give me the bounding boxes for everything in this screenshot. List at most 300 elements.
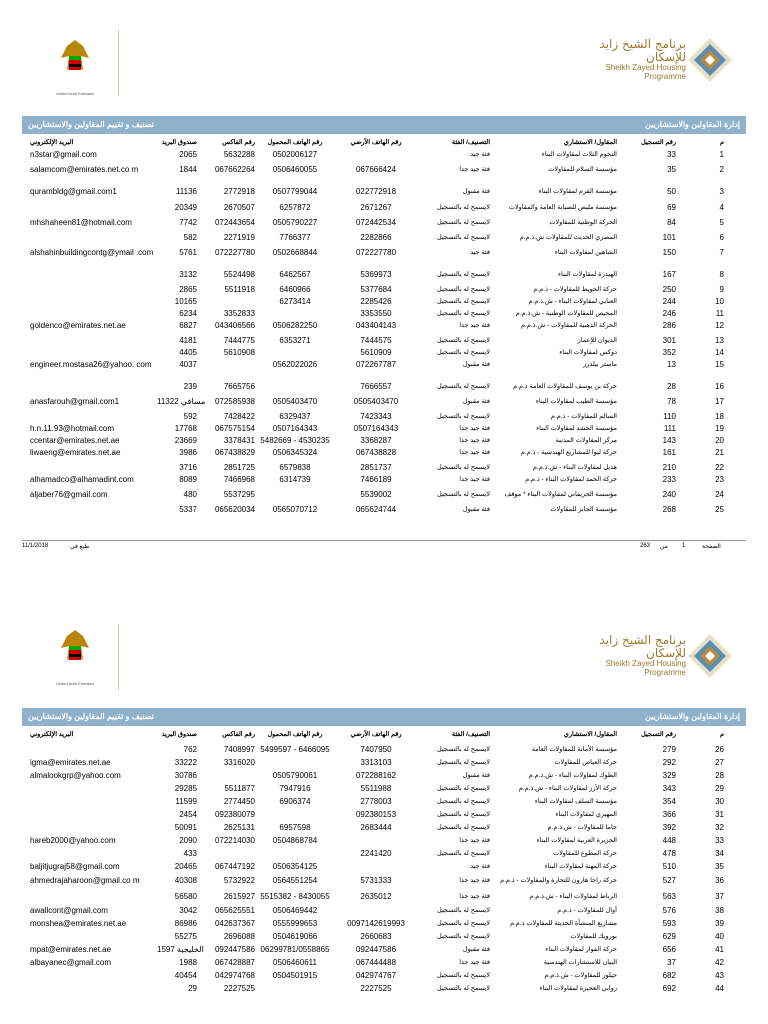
cell-name: الشاهين لمقاولات البناء [554,249,617,256]
cell-fax: 7665756 [223,382,255,391]
cell-class: لايسمح له بالتسجيل [437,413,490,420]
cell-pobox: 6234 [179,309,197,318]
cell-class: فئة جيد جدا [459,166,490,173]
cell-class: فئة مقبول [462,361,490,368]
cell-phone: 5511988 [360,784,392,793]
col-reg: رقم التسجيل [640,139,676,146]
cell-pobox: 3716 [179,463,197,472]
cell-mobile: 0504501915 [272,971,318,980]
cell-pobox: 6827 [179,321,197,330]
cell-class: لايسمح له بالتسجيل [437,920,490,927]
of-label: من [660,544,668,550]
cell-name: مؤسسة السلام للمقاولات [548,166,617,173]
col-name: المقاول/ الاستشاري [563,139,617,146]
col-phone: رقم الهاتف الأرضي [350,731,402,738]
cell-class: لايسمح له بالتسجيل [437,798,490,805]
cell-pobox: 86986 [174,919,197,928]
cell-email[interactable]: n3star@gmail.com [30,150,97,159]
cell-mobile: 0564551254 [272,876,318,885]
cell-class: لايسمح له بالتسجيل [437,337,490,344]
section-title-left: تصنيف و تقييم المقاولين والاستشاريين [28,712,154,721]
cell-reg: 246 [662,309,676,318]
col-mobile: رقم الهاتف المحمول [267,139,323,146]
cell-class: فئة مقبول [462,398,490,405]
cell-fax: 3316020 [223,758,255,767]
cell-reg: 50 [667,187,676,196]
cell-reg: 593 [662,919,676,928]
cell-class: فئة مقبول [462,506,490,513]
cell-email[interactable]: aljaber76@gmail.com [30,490,108,499]
cell-pobox: 11599 [175,797,197,806]
cell-fax: 072585938 [214,397,255,406]
cell-phone: 2285426 [360,297,392,306]
header-divider [118,30,119,96]
cell-reg: 354 [662,797,676,806]
cell-mobile: 0504868784 [272,836,318,845]
cell-fax: 5524498 [223,270,255,279]
cell-fax: 067662264 [214,165,255,174]
cell-pobox: 2454 [179,810,197,819]
cell-reg: 240 [662,490,676,499]
cell-mobile: 0502006127 [272,150,318,159]
cell-reg: 161 [662,448,676,457]
cell-reg: 392 [662,823,676,832]
cell-class: لايسمح له بالتسجيل [437,907,490,914]
cell-email[interactable]: salamcom@emirates.net.co m [30,165,139,174]
cell-no: 26 [715,745,724,754]
cell-phone: 0097142619993 [347,919,405,928]
cell-pobox: 4181 [179,336,197,345]
cell-fax: 3352833 [223,309,255,318]
cell-name: بورويك للمقاولات [570,933,617,940]
cell-phone: 5369973 [360,270,392,279]
cell-email[interactable]: qurambldg@gmail.com1 [30,187,117,196]
szhp-logo [566,624,738,688]
cell-email[interactable]: monshea@emirates.net.ae [30,919,127,928]
cell-mobile: 0555999653 [272,919,318,928]
cell-class: فئة جيد [470,863,490,870]
cell-fax: 042974768 [214,971,255,980]
cell-email[interactable]: goldenco@emirates.net.ae [30,321,126,330]
cell-class: لايسمح له بالتسجيل [437,286,490,293]
cell-no: 19 [715,424,724,433]
cell-name: مؤسسة الأمانة للمقاولات العامة [531,746,617,753]
cell-no: 42 [715,958,724,967]
cell-pobox: 30786 [174,771,197,780]
cell-fax: 072227780 [214,248,255,257]
cell-pobox: 4037 [179,360,197,369]
cell-fax: 2615927 [223,892,255,901]
cell-class: لايسمح له بالتسجيل [437,464,490,471]
cell-pobox: 20465 [174,862,197,871]
cell-phone: 7666557 [360,382,392,391]
cell-class: لايسمح له بالتسجيل [437,491,490,498]
cell-phone: 2227525 [360,984,392,993]
cell-phone: 2241420 [360,849,392,858]
cell-phone: 022772918 [355,187,397,196]
cell-fax: 067447192 [214,862,255,871]
cell-pobox: 8089 [179,475,197,484]
cell-mobile: 6273414 [279,297,311,306]
cell-name: المصري الحديث للمقاولات ش.ذ.م.م [519,234,617,241]
cell-phone: 065624744 [355,505,397,514]
cell-class: فئة مقبول [462,188,490,195]
cell-phone: 067666424 [355,165,397,174]
col-name: المقاول/ الاستشاري [563,731,617,738]
cell-class: لايسمح له بالتسجيل [437,850,490,857]
cell-no: 36 [715,876,724,885]
cell-no: 15 [715,360,724,369]
cell-no: 33 [715,836,724,845]
cell-fax: 072443654 [214,218,255,227]
cell-fax: 2625131 [223,823,255,832]
cell-name: مشاريع المنشأة الحديثة للمقاولات ذ.م.م [510,920,617,927]
cell-no: 38 [715,906,724,915]
cell-pobox: 3986 [179,448,197,457]
cell-email[interactable]: anasfarouh@gmail.com1 [30,397,120,406]
cell-fax: 067438829 [214,448,255,457]
cell-email[interactable]: albayanec@gmail.com [30,958,112,967]
cell-no: 9 [719,285,724,294]
cell-pobox: 3132 [179,270,197,279]
col-no: م [719,139,724,146]
cell-email[interactable]: h.n.11.93@hotmail.com [30,424,115,433]
cell-pobox: 20349 [174,203,197,212]
col-fax: رقم الفاكس [222,139,255,146]
cell-name: النجوم الثلاث لمقاولات البناء [541,151,617,158]
cell-mobile: 6957598 [279,823,311,832]
cell-email[interactable]: liwaeng@emirates.net.ae [30,448,121,457]
cell-name: حركة راجا هارون للتجارة والمقاولات - ذ.م.م [500,877,617,884]
cell-mobile: 7947916 [279,784,311,793]
cell-reg: 329 [662,771,676,780]
cell-no: 17 [715,397,724,406]
cell-no: 1 [719,150,724,159]
cell-reg: 37 [667,958,676,967]
cell-no: 3 [719,187,724,196]
cell-mobile: 0507164343 [272,424,318,433]
cell-pobox: 33222 [174,758,197,767]
cell-phone: 072442534 [355,218,397,227]
cell-class: لايسمح له بالتسجيل [437,933,490,940]
cell-mobile: 0505403470 [272,397,318,406]
cell-phone: 3353550 [360,309,392,318]
cell-no: 34 [715,849,724,858]
cell-phone: 2282866 [360,233,392,242]
cell-pobox: 4405 [179,348,197,357]
cell-class: لايسمح له بالتسجيل [437,785,490,792]
cell-phone: 2635012 [360,892,392,901]
cell-class: لايسمح له بالتسجيل [437,972,490,979]
cell-email[interactable]: hareb2000@yahoo.com [30,836,116,845]
table-header-bar [22,116,746,134]
cell-reg: 478 [662,849,676,858]
cell-phone: 067438828 [355,448,397,457]
cell-phone: 3368287 [360,436,392,445]
cell-no: 7 [719,248,724,257]
cell-no: 6 [719,233,724,242]
cell-reg: 286 [662,321,676,330]
cell-pobox: 433 [183,849,197,858]
cell-phone: 2671267 [360,203,392,212]
cell-phone: 092380153 [355,810,397,819]
cell-name: مؤسسة الطيب لمقاولات البناء [535,398,617,405]
cell-phone: 5610909 [360,348,392,357]
cell-fax: 7428422 [223,412,255,421]
cell-email[interactable]: ccentar@emirates.net.ae [30,436,120,445]
cell-mobile: 5515382 - 8430055 [260,892,330,901]
cell-pobox: 40454 [174,971,197,980]
cell-reg: 233 [662,475,676,484]
cell-pobox: 40308 [174,876,197,885]
cell-reg: 210 [662,463,676,472]
cell-no: 13 [715,336,724,345]
cell-phone: 5539002 [360,490,392,499]
cell-fax: 072214030 [214,836,255,845]
cell-name: ماستر بيلدرز [583,361,617,368]
cell-fax: 2851725 [223,463,255,472]
cell-reg: 13 [667,360,676,369]
cell-class: فئة جيد جدا [459,425,490,432]
cell-fax: 2696088 [223,932,255,941]
cell-phone: 7423343 [360,412,392,421]
cell-reg: 111 [663,424,676,433]
cell-phone: 092447586 [355,945,397,954]
cell-mobile: 0506282250 [272,321,318,330]
cell-pobox: 239 [183,382,197,391]
cell-phone: 3313103 [360,758,392,767]
cell-name: حركة بن يوسف للمقاولات العامة ذ.م.م [513,383,617,390]
cell-name: مؤسسة الحشد لمقاولات البناء [536,425,617,432]
page-number: 1 [682,543,686,549]
cell-reg: 343 [662,784,676,793]
cell-name: المهيري لمقاولات البناء [555,811,617,818]
cell-fax: 067575154 [214,424,255,433]
diamond-pattern-icon [686,36,734,84]
cell-no: 11 [715,309,724,318]
cell-no: 28 [715,771,724,780]
cell-name: روابي العجيرة لمقاولات البناء [539,985,617,992]
cell-email[interactable]: ahmedrajaharoon@gmail.co m [30,876,140,885]
cell-mobile: 0562022026 [272,360,318,369]
cell-reg: 301 [662,336,676,345]
cell-phone: 072288162 [355,771,397,780]
cell-phone: 7444575 [360,336,392,345]
cell-name: الرباط لمقاولات البناء - ش.ذ.م.م [529,893,617,900]
cell-fax: 5537295 [223,490,255,499]
cell-name: حركة المهنة لمقاولات البناء [544,863,617,870]
cell-class: فئة جيد جدا [459,437,490,444]
cell-reg: 656 [662,945,676,954]
cell-no: 23 [715,475,724,484]
col-no: م [719,731,724,738]
cell-phone: 072267787 [355,360,397,369]
cell-name: مركز المقاولات المدنية [555,437,617,444]
diamond-pattern-icon [686,632,734,680]
cell-pobox: 592 [183,412,197,421]
cell-pobox: 1597 الخليجية [157,945,204,954]
cell-fax: 043406566 [214,321,255,330]
cell-reg: 28 [667,382,676,391]
cell-reg: 110 [663,412,676,421]
cell-name: حركة العياص للمقاولات [554,759,617,766]
cell-fax: 3378431 [223,436,255,445]
cell-mobile: 0506460611 [273,958,317,967]
print-label: طبع في [70,544,90,550]
col-reg: رقم التسجيل [640,731,676,738]
cell-pobox: 17768 [174,424,197,433]
cell-name: مؤسسة الجابر للمقاولات [550,506,617,513]
page-total: 263 [640,543,651,549]
cell-pobox: 1844 [179,165,197,174]
cell-no: 43 [715,971,724,980]
cell-email[interactable]: almalookgrp@yahoo.com [30,771,121,780]
cell-no: 14 [715,348,724,357]
cell-mobile: 0506460055 [272,165,318,174]
section-title-right: إدارة المقاولين والاستشاريين [644,120,740,129]
cell-fax: 7444775 [223,336,255,345]
cell-name: حركة الحمد لمقاولات البناء - ذ.م.م [525,476,617,483]
cell-name: الحركة الوطنية للمقاولات [549,219,617,226]
cell-class: لايسمح له بالتسجيل [437,746,490,753]
cell-reg: 682 [662,971,676,980]
cell-mobile: 0506345324 [272,448,318,457]
cell-pobox: 55275 [174,932,197,941]
cell-no: 25 [715,505,724,514]
cell-mobile: 6257872 [279,203,311,212]
cell-pobox: 582 [183,233,197,242]
cell-fax: 092380079 [214,810,255,819]
cell-no: 29 [715,784,724,793]
cell-name: العنابي لمقاولات البناء - ش.ذ.م.م [528,298,617,305]
cell-phone: 2660683 [360,932,392,941]
cell-fax: 5511877 [224,784,255,793]
cell-mobile: 6906374 [279,797,311,806]
cell-fax: 065620034 [214,505,255,514]
uae-emblem-logo [50,626,100,690]
cell-class: لايسمح له بالتسجيل [437,310,490,317]
col-class: التصنيف/ الفئة [451,731,490,738]
falcon-emblem-icon [55,36,95,86]
cell-phone: 5377684 [360,285,392,294]
cell-email[interactable]: engineer.mostasa26@yahoo. com [30,360,152,369]
cell-mobile: 0505790227 [272,218,318,227]
cell-mobile: 0504619066 [272,932,318,941]
cell-email[interactable]: baljitjugraj58@gmail.com [30,862,120,871]
cell-name: حركة المطوع للمقاولات [552,850,617,857]
section-title-right: إدارة المقاولين والاستشاريين [644,712,740,721]
cell-email[interactable]: mhshaheen81@hotmail.com [30,218,132,227]
cell-reg: 576 [662,906,676,915]
cell-mobile: 06299781/0558865 [260,945,330,954]
cell-email[interactable]: igma@emirates.net.ae [30,758,111,767]
cell-class: لايسمح له بالتسجيل [437,298,490,305]
cell-fax: 2670507 [223,203,255,212]
cell-no: 35 [715,862,724,871]
cell-name: دوكس لمقاولات البناء [559,349,617,356]
cell-email[interactable]: alhamadco@alhamadint.com [30,475,134,484]
cell-no: 41 [715,945,724,954]
cell-mobile: 0506469442 [272,906,318,915]
cell-no: 27 [715,758,724,767]
cell-name: الهيدرة لمقاولات البناء [557,271,617,278]
cell-email[interactable]: alshahinbuildingcontg@ymail .com [30,248,154,257]
col-email: البريد الإلكتروني [30,731,74,738]
cell-mobile: 0507799044 [272,187,318,196]
cell-pobox: 480 [183,490,197,499]
cell-mobile: 0505790061 [272,771,318,780]
cell-name: الجزيرة العربية لمقاولات البناء [536,837,617,844]
cell-no: 18 [715,412,724,421]
cell-email[interactable]: mpat@emirates.net.ae [30,945,112,954]
cell-reg: 244 [662,297,676,306]
cell-name: مؤسسة مليص للصيانة العامة والمقاولات [508,204,617,211]
cell-no: 20 [715,436,724,445]
cell-email[interactable]: awallcont@gmail.com [30,906,108,915]
cell-mobile: 6353271 [279,336,311,345]
cell-reg: 527 [662,876,676,885]
cell-class: فئة مقبول [462,772,490,779]
cell-no: 40 [715,932,724,941]
cell-mobile: 6460966 [279,285,311,294]
programme-name-ar: برنامج الشيخ زايد للإسكان [599,633,686,661]
cell-phone: 072227780 [355,248,397,257]
cell-reg: 366 [662,810,676,819]
cell-mobile: 0502668844 [272,248,318,257]
emblem-caption: United Arab Emirates [56,91,94,96]
cell-class: لايسمح له بالتسجيل [437,824,490,831]
cell-reg: 279 [662,745,676,754]
cell-fax: 5511918 [224,285,255,294]
section-title-left: تصنيف و تقييم المقاولين والاستشاريين [28,120,154,129]
cell-class: لايسمح له بالتسجيل [437,759,490,766]
cell-fax: 5632288 [223,150,255,159]
cell-no: 10 [715,297,724,306]
cell-name: الديوان للإعمار [577,337,617,344]
cell-pobox: 56580 [174,892,197,901]
cell-phone: 043404143 [355,321,397,330]
cell-class: فئة مقبول [462,946,490,953]
cell-mobile: 5482669 - 4530235 [260,436,330,445]
cell-name: الحركة الذهبية للمقاولات - ش.ذ.م.م [521,322,617,329]
cell-fax: 7408997 [223,745,255,754]
cell-no: 5 [719,218,724,227]
column-headers [22,728,746,740]
col-pobox: صندوق البريد [161,731,197,738]
cell-name: جيلور للمقاولات - ش.ذ.م.م [544,972,617,979]
cell-pobox: 11322 مسافي [157,397,206,406]
cell-class: لايسمح له بالتسجيل [437,985,490,992]
cell-fax: 092447586 [214,945,255,954]
cell-phone: 7407950 [360,745,392,754]
print-date: 11/1/2018 [22,543,49,549]
table-header-bar [22,708,746,726]
cell-class: لايسمح له بالتسجيل [437,234,490,241]
cell-pobox: 50091 [174,823,197,832]
cell-no: 32 [715,823,724,832]
cell-no: 16 [715,382,724,391]
col-class: التصنيف/ الفئة [451,139,490,146]
cell-phone: 0507164343 [353,424,399,433]
cell-name: مؤسسة الجريفاني لمقاولات البناء * موقف [504,491,617,498]
cell-mobile: 6462567 [279,270,311,279]
cell-pobox: 2865 [179,285,197,294]
cell-no: 31 [715,810,724,819]
cell-no: 44 [715,984,724,993]
cell-class: لايسمح له بالتسجيل [437,383,490,390]
cell-name: حركة ليوا للمشاريع الهندسية - ذ.م.م [520,449,617,456]
cell-pobox: 11136 [175,187,197,196]
